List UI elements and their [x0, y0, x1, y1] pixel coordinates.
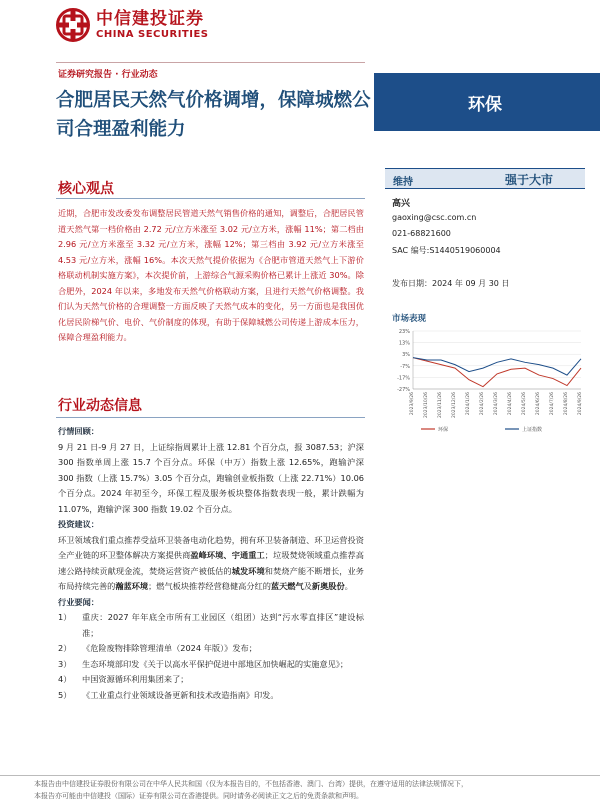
- chart-y-tick-label: 13%: [398, 340, 410, 347]
- chart-x-tick-label: 2024/7/26: [550, 392, 555, 416]
- chart-y-tick-label: -17%: [397, 375, 410, 382]
- chart-x-tick-label: 2023/10/26: [424, 392, 429, 418]
- market-performance-chart: [385, 325, 585, 435]
- highlight-company: 盈峰环境、宇通重工: [190, 550, 265, 560]
- chart-svg: [385, 325, 585, 435]
- brand-logo: [56, 8, 209, 42]
- analyst-email[interactable]: gaoxing@csc.com.cn: [392, 213, 477, 222]
- industry-news-heading: 行业动态信息: [58, 398, 142, 414]
- chart-title: 市场表现: [392, 314, 427, 324]
- brand-name-en: CHINA SECURITIES: [96, 29, 209, 40]
- highlight-company: 瀚蓝环境: [115, 581, 149, 591]
- highlight-company: 新奥股份: [311, 581, 345, 591]
- header-divider: [56, 62, 365, 63]
- chart-x-tick-label: 2024/2/26: [480, 392, 485, 416]
- chart-series-line: [413, 358, 581, 375]
- publish-date-label: 发布日期：: [392, 279, 432, 288]
- core-view-body: 近期，合肥市发改委发布调整居民管道天然气销售价格的通知，调整后，合肥居民管道天然气第一档价格由 2.72 元/立方米涨至 3.02 元/立方米，涨幅 11%；第二档由 2.96 元/立方米涨至 3.32 元/立方米，涨幅 12%；第三档由 3.92 元/立方米涨至 4.53 元/立方米，涨幅 16%。本次天然气提价依据为《合肥市管道天然气上下游价格联动机制实施方案》，本次提价前，上游综合气源采购价格已累计上涨近 30%。除合肥外，2024 年以来，多地发布天然气价格联动方案，且进行天然气价格调整。我们认为天然气价格的合理调整一方面反映了天然气成本的变化，另一方面也是我国优化居民阶梯气价、电价、气价制度的体现，有助于保障城燃公司传递上游成本压力，保障合理盈利能力。: [58, 208, 364, 342]
- chart-y-tick-label: 3%: [402, 352, 410, 359]
- document-type: 证券研究报告 · 行业动态: [58, 70, 158, 80]
- publish-date-value: 2024 年 09 月 30 日: [432, 279, 510, 288]
- chart-legend-label: 环保: [438, 427, 449, 433]
- market-review-title: 行情回顾：: [58, 426, 99, 436]
- list-item: 4） 中国资源循环利用集团来了；: [58, 674, 189, 684]
- industry-news-divider: [56, 417, 365, 418]
- list-item: 5） 《工业重点行业领域设备更新和技术改造指南》印发。: [58, 689, 279, 700]
- investment-suggestion-title: 投资建议：: [58, 519, 99, 529]
- chart-x-tick-label: 2023/9/26: [410, 392, 415, 416]
- highlight-company: 城发环境: [231, 565, 265, 576]
- brand-name-cn: 中信建投证券: [96, 9, 204, 29]
- chart-x-tick-label: 2024/4/26: [508, 392, 513, 416]
- analyst-phone: 021-68821600: [392, 229, 451, 238]
- market-review-text: 9 月 21 日-9 月 27 日，上证综指周累计上涨 12.81 个百分点，报 3087.53；沪深 300 指数单周上涨 15.7 个百分点。环保（中万）指数上涨 12.65%，跑输沪深 300 指数（上涨 15.7%）3.05 个百分点，跑输创业板指数（上涨 22.71%）10.06 个百分点。2024 年初至今，环保工程及服务板块整体指数表现一般，累计跌幅为 11.07%，跑输沪深 300 指数 19.02 个百分点。: [58, 441, 364, 514]
- core-view-heading: 核心观点: [58, 181, 114, 197]
- chart-x-tick-label: 2024/1/26: [466, 392, 471, 416]
- chart-y-tick-label: -7%: [400, 363, 410, 370]
- report-title: 合肥居民天然气价格调增，保障城燃公司合理盈利能力: [56, 90, 371, 140]
- analyst-sac-number: SAC 编号:S1440519060004: [392, 246, 501, 255]
- chart-legend-label: 上证指数: [522, 427, 543, 433]
- chart-x-tick-label: 2024/5/26: [522, 392, 527, 416]
- footer-divider: [0, 775, 600, 776]
- chart-y-tick-label: -27%: [397, 387, 410, 393]
- chart-x-tick-label: 2024/9/26: [578, 392, 583, 416]
- core-view-divider: [56, 198, 365, 199]
- chart-x-tick-label: 2023/11/26: [438, 392, 443, 418]
- rating-label: 维持: [393, 177, 413, 188]
- chart-y-tick-label: 23%: [398, 329, 410, 335]
- publish-date: [392, 278, 509, 289]
- industry-news-body: [58, 424, 364, 703]
- investment-suggestion-text: 环卫领域我们重点推荐受益环卫装备电动化趋势，拥有环卫装备制造、环卫运营投资全产业链的环卫整体解决方案提供商盈峰环境、宇通重工；垃圾焚烧领域重点推荐高速公路持续贡献现金流，焚烧运营资产被低估的城发环境和焚烧产能不断增长，业务布局持续完善的瀚蓝环境；燃气板块推荐经营稳健高分红的蓝天燃气及新奥股份。: [58, 534, 364, 591]
- list-item: 3） 生态环境部印发《关于以高水平保护促进中部地区加快崛起的实施意见》；: [58, 658, 349, 669]
- chart-x-tick-label: 2024/6/26: [536, 392, 541, 416]
- rating-value: 强于大市: [505, 173, 554, 187]
- rating-bar: [385, 168, 585, 189]
- disclaimer-line-2: 本报告亦可能由中信建投（国际）证券有限公司在香港提供。同时请务必阅读正文之后的免责条款和声明。: [34, 792, 363, 800]
- chart-x-tick-label: 2024/3/26: [494, 392, 499, 416]
- disclaimer-footer: [34, 778, 594, 800]
- chart-x-tick-label: 2023/12/26: [452, 392, 457, 418]
- disclaimer-line-1: 本报告由中信建投证券股份有限公司在中华人民共和国（仅为本报告目的，不包括香港、澳门、台湾）提供，在遵守适用的法律法规情况下，: [34, 780, 468, 788]
- sector-label: 环保: [468, 95, 502, 115]
- chart-x-tick-label: 2024/8/26: [564, 392, 569, 416]
- list-item: 1） 重庆：2027 年年底全市所有工业园区（组团）达到“污水零直排区”建设标准；: [58, 612, 364, 638]
- highlight-company: 蓝天燃气: [270, 581, 304, 591]
- industry-news-title: 行业要闻：: [58, 596, 99, 607]
- list-item: 2） 《危险废物排除管理清单（2024 年版）》发布；: [58, 643, 257, 653]
- analyst-name: 高兴: [392, 199, 411, 209]
- brand-emblem-icon: [56, 8, 90, 42]
